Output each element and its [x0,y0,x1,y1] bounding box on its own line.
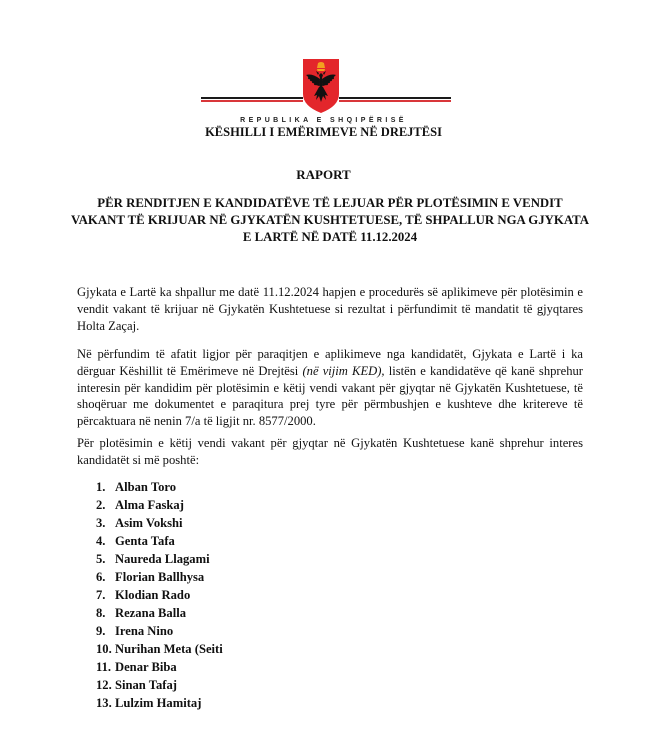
candidate-name: Irena Nino [115,624,174,638]
list-item [96,604,223,622]
candidate-name: Denar Biba [115,660,177,674]
list-number: 6. [96,570,106,584]
paragraph-intro: Gjykata e Lartë ka shpallur me datë 11.12.2024 hapjen e procedurës së aplikimeve për plotësimin e vendit vakant të krijuar në Gjykatën Kushtetuese si rezultat i përfundimit të mandatit të gjyqtares Holta Zaçaj. [77,285,583,333]
list-number: 7. [96,588,106,602]
list-item [96,658,223,676]
list-item [96,514,223,532]
document-title: RAPORT [296,167,351,182]
list-item [96,586,223,604]
list-item [96,640,223,658]
list-item [96,532,223,550]
paragraph-procedure-text-2: listën e kandidatëve që kanë shprehur interesin për kandidim për plotësimin e këtij vendi vakant për gjyqtar në Gjykatën Kushtetuese, të shoqëruar me dokumentet e paraqitura prej tyre për përmbushjen e kushteve dhe kritereve të përcaktuara në nenin 7/a të ligjit nr. 8577/2000. [77,363,583,429]
list-number: 11. [96,660,112,674]
paragraph-procedure-abbrev: (në vijim KED), [302,363,385,378]
list-item [96,478,223,496]
list-item [96,568,223,586]
list-number: 4. [96,534,106,548]
council-name: KËSHILLI I EMËRIMEVE NË DREJTËSI [205,125,442,139]
list-number: 3. [96,516,106,530]
list-number: 8. [96,606,106,620]
candidate-name: Alma Faskaj [115,498,184,512]
candidate-name: Nurihan Meta (Seiti [115,642,223,656]
list-number: 13. [96,696,112,710]
paragraph-procedure-text-1: Në përfundim të afatit ligjor për paraqitjen e aplikimeve nga kandidatët, Gjykata e Lartë i ka dërguar Këshillit të Emërimeve në Drejtësi [77,347,583,378]
candidate-name: Alban Toro [115,480,177,494]
candidate-name: Sinan Tafaj [115,678,177,692]
candidate-name: Florian Ballhysa [115,570,205,584]
list-item [96,694,223,712]
candidate-name: Asim Vokshi [115,516,183,530]
list-number: 12. [96,678,112,692]
paragraph-procedure [77,346,583,430]
list-item [96,496,223,514]
albanian-coat-of-arms-icon [302,58,340,114]
list-number: 9. [96,624,106,638]
list-number: 2. [96,498,106,512]
list-number: 1. [96,480,106,494]
paragraph-candidates-intro: Për plotësimin e këtij vendi vakant për gjyqtar në Gjykatën Kushtetuese kanë shprehur interes kandidatët si më poshtë: [77,436,583,467]
candidate-name: Rezana Balla [115,606,187,620]
list-item [96,622,223,640]
candidate-name: Klodian Rado [115,588,191,602]
list-number: 5. [96,552,106,566]
candidate-list [96,478,223,712]
candidate-name: Lulzim Hamitaj [115,696,202,710]
letterhead [0,0,647,140]
header-rule-left [201,97,303,102]
document-subtitle: PËR RENDITJEN E KANDIDATËVE TË LEJUAR PËR PLOTËSIMIN E VENDIT VAKANT TË KRIJUAR NË GJYKATËN KUSHTETUESE, TË SHPALLUR NGA GJYKATA E LARTË NË DATË 11.12.2024 [71,196,589,244]
list-number: 10. [96,642,112,656]
list-item [96,676,223,694]
republic-label: REPUBLIKA E SHQIPËRISË [240,117,407,124]
candidate-name: Genta Tafa [115,534,175,548]
candidate-name: Naureda Llagami [115,552,210,566]
list-item [96,550,223,568]
header-rule-right [339,97,451,102]
